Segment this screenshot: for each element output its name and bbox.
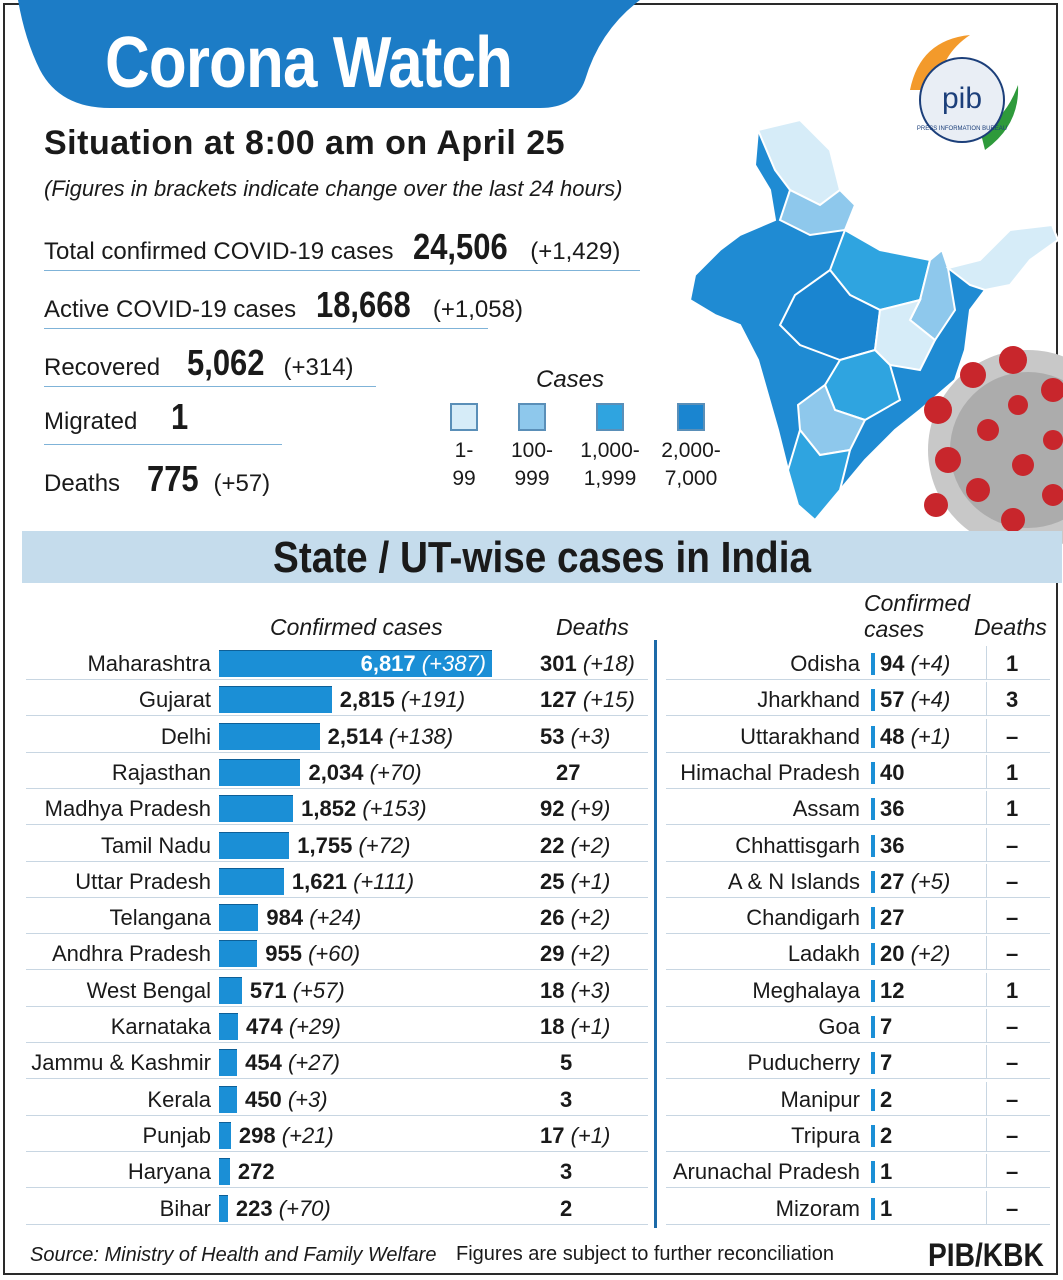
table-row [666,646,1050,680]
state-name: Meghalaya [752,977,860,1003]
bar [871,1198,875,1220]
bar [871,907,875,929]
bar [219,1195,228,1222]
confirmed-value: 6,817 (+387) [360,651,486,676]
table-row [666,1082,1050,1116]
table-row [666,900,1050,934]
bar [871,689,875,711]
cell-divider [986,1154,987,1188]
deaths-value: 18 (+3) [540,977,611,1003]
table-row [666,1154,1050,1188]
header-right-deaths: Deaths [974,614,1047,640]
deaths-value: 26 (+2) [540,905,611,931]
state-name: Delhi [160,723,211,749]
cell-divider [986,1118,987,1152]
deaths-value: – [1006,1014,1019,1039]
cell-divider [986,1045,987,1079]
table-row [666,936,1050,970]
confirmed-value: 298 (+21) [238,1122,334,1148]
confirmed-value: 1,621 (+111) [291,868,415,894]
confirmed-value: 48 (+1) [880,723,951,749]
state-name: Puducherry [747,1050,860,1076]
confirmed-value: 1 [880,1195,893,1221]
confirmed-value: 2,514 (+138) [327,723,454,749]
state-name: Kerala [147,1086,211,1112]
source-note: Source: Ministry of Health and Family Welfare [30,1244,437,1266]
confirmed-value: 450 (+3) [245,1086,328,1112]
table-row [666,1191,1050,1225]
bar [871,762,875,784]
divider [44,386,376,387]
state-name: Rajasthan [111,759,211,785]
pib-logo [900,30,1025,160]
header-confirmed: Confirmed cases [270,614,443,640]
state-name: A & N Islands [727,868,860,894]
cell-divider [986,828,987,862]
stat-deaths: Deaths 775 (+57) [44,458,271,499]
bar [871,980,875,1002]
table-row [26,1082,648,1116]
state-name: Chhattisgarh [735,832,860,858]
confirmed-value: 272 [237,1159,275,1185]
state-name: Punjab [142,1122,211,1148]
table-row [26,791,648,825]
cell-divider [986,682,987,716]
table-row [666,791,1050,825]
legend-swatch [518,403,546,431]
deaths-value: 301 (+18) [540,651,635,676]
table-row [666,1045,1050,1079]
table-row [26,828,648,862]
deaths-value: 1 [1006,651,1019,676]
bar [219,904,258,931]
section-band [22,531,1062,583]
bar [219,759,300,786]
cell-divider [986,1009,987,1043]
bar [219,795,293,822]
table-row [26,1118,648,1152]
confirmed-value: 27 [880,905,905,931]
deaths-value: 1 [1006,759,1019,785]
deaths-value: 29 (+2) [540,941,611,967]
bar [219,723,320,750]
deaths-value: – [1006,1195,1019,1221]
state-name: West Bengal [86,977,211,1003]
bar [219,1158,230,1185]
deaths-value: 25 (+1) [540,868,611,894]
bar [871,943,875,965]
table-row [666,864,1050,898]
table-row [26,1045,648,1079]
deaths-value: – [1006,1122,1019,1148]
bar [871,653,875,675]
confirmed-value: 27 (+5) [880,868,951,894]
bar [219,1122,231,1149]
table-row [26,646,648,680]
bar [219,832,289,859]
confirmed-value: 40 [880,759,905,785]
table-row [666,755,1050,789]
table-row [26,973,648,1007]
bar [871,1125,875,1147]
deaths-value: 2 [560,1195,573,1221]
state-name: Manipur [780,1086,860,1112]
bar [219,1049,237,1076]
confirmed-value: 36 [880,796,905,822]
state-name: Uttarakhand [740,723,860,749]
divider [44,328,488,329]
bar [871,871,875,893]
confirmed-value: 36 [880,832,905,858]
table-row [666,719,1050,753]
cell-divider [986,791,987,825]
state-name: Chandigarh [746,905,860,931]
table-row [26,1154,648,1188]
pib-logo-subtext: PRESS INFORMATION BUREAU [916,126,1008,132]
table-row [26,936,648,970]
state-name: Himachal Pradesh [680,759,860,785]
state-name: Tripura [791,1122,860,1148]
deaths-value: 92 (+9) [540,796,611,822]
stat-migrated: Migrated 1 [44,396,188,437]
deaths-value: – [1006,1086,1019,1112]
deaths-value: 1 [1006,977,1019,1003]
table-row [26,719,648,753]
state-name: Madhya Pradesh [44,796,211,822]
divider [44,270,640,271]
bar [219,868,284,895]
bar [871,1052,875,1074]
deaths-value: 18 (+1) [540,1014,611,1039]
deaths-value: 5 [560,1050,573,1076]
page-title: Corona Watch [105,23,513,103]
cell-divider [986,864,987,898]
state-name: Maharashtra [87,651,211,676]
confirmed-value: 20 (+2) [880,941,951,967]
state-name: Gujarat [138,687,211,713]
confirmed-value: 1 [880,1159,893,1185]
section-title: State / UT-wise cases in India [273,533,811,582]
bar [871,835,875,857]
state-name: Haryana [127,1159,211,1185]
state-name: Arunachal Pradesh [672,1159,860,1185]
table-row [666,1009,1050,1043]
deaths-value: 3 [560,1159,573,1185]
deaths-value: 3 [1006,687,1019,713]
confirmed-value: 955 (+60) [265,941,361,967]
deaths-value: – [1006,832,1019,858]
deaths-value: 3 [560,1086,573,1112]
stat-active: Active COVID-19 cases 18,668 (+1,058) [44,284,523,325]
confirmed-value: 2 [880,1122,893,1148]
confirmed-value: 984 (+24) [266,905,362,931]
cell-divider [986,755,987,789]
legend-label: 2,000- 7,000 [661,439,721,490]
confirmed-value: 12 [880,977,905,1003]
state-name: Uttar Pradesh [75,868,211,894]
confirmed-value: 94 (+4) [880,651,951,676]
deaths-value: – [1006,868,1019,894]
table-row [26,1191,648,1225]
legend-label: 1,000- 1,999 [580,439,640,490]
deaths-value: 22 (+2) [540,832,611,858]
header-deaths: Deaths [556,614,629,640]
bar [871,726,875,748]
brackets-note: (Figures in brackets indicate change over the last 24 hours) [44,176,623,201]
state-name: Tamil Nadu [100,832,211,858]
table-row [26,900,648,934]
state-name: Karnataka [110,1014,211,1039]
table-row [26,1009,648,1043]
stat-recovered: Recovered 5,062 (+314) [44,342,354,383]
confirmed-value: 2,034 (+70) [308,759,422,785]
table-row [666,682,1050,716]
bar [219,686,332,713]
table-row [666,828,1050,862]
cell-divider [986,646,987,680]
state-name: Jammu & Kashmir [31,1050,211,1076]
cell-divider [986,719,987,753]
column-divider [654,640,657,1228]
state-name: Telangana [109,905,211,931]
confirmed-value: 57 (+4) [880,687,951,713]
cell-divider [986,900,987,934]
bar [871,1089,875,1111]
legend-label: 100- 999 [510,439,554,490]
header-right-confirmed: Confirmed cases [864,590,971,642]
confirmed-value: 2 [880,1086,893,1112]
state-name: Mizoram [775,1195,860,1221]
confirmed-value: 7 [880,1014,893,1039]
reconciliation-note: Figures are subject to further reconciliation [456,1243,834,1265]
deaths-value: 53 (+3) [540,723,611,749]
state-name: Goa [818,1014,860,1039]
legend-title: Cases [536,366,605,393]
stat-total-confirmed: Total confirmed COVID-19 cases 24,506 (+1,429) [44,226,621,267]
deaths-value: 127 (+15) [540,687,635,713]
situation-heading: Situation at 8:00 am on April 25 [44,124,566,162]
confirmed-value: 454 (+27) [245,1050,340,1076]
table-row [26,755,648,789]
bar [219,977,242,1004]
bar [871,798,875,820]
state-name: Jharkhand [757,687,860,713]
table-row [26,682,648,716]
confirmed-value: 1,755 (+72) [297,832,411,858]
confirmed-value: 474 (+29) [245,1014,341,1039]
deaths-value: – [1006,1159,1019,1185]
confirmed-value: 223 (+70) [235,1195,331,1221]
state-name: Ladakh [787,941,860,967]
confirmed-value: 1,852 (+153) [301,796,427,822]
deaths-value: 27 [556,759,581,785]
bar [871,1161,875,1183]
legend-label: 1- 99 [452,439,476,490]
state-name: Andhra Pradesh [52,941,211,967]
deaths-value: – [1006,905,1019,931]
confirmed-value: 7 [880,1050,893,1076]
deaths-value: – [1006,723,1019,749]
deaths-value: – [1006,1050,1019,1076]
bar [871,1016,875,1038]
legend-swatch [596,403,624,431]
bar [219,1013,238,1040]
confirmed-value: 571 (+57) [249,977,345,1003]
divider [44,444,282,445]
state-name: Assam [792,796,860,822]
bar [219,940,257,967]
state-name: Bihar [159,1195,211,1221]
legend-swatch [450,403,478,431]
deaths-value: 1 [1006,796,1019,822]
cell-divider [986,936,987,970]
confirmed-value: 2,815 (+191) [339,687,466,713]
cell-divider [986,1191,987,1225]
state-name: Odisha [790,651,860,676]
deaths-value: – [1006,941,1019,967]
cell-divider [986,973,987,1007]
deaths-value: 17 (+1) [540,1122,611,1148]
table-row [666,1118,1050,1152]
pib-logo-text: pib [941,82,983,115]
table-row [26,864,648,898]
bar [219,1086,237,1113]
cell-divider [986,1082,987,1116]
credit: PIB/KBK [928,1237,1044,1273]
table-row [666,973,1050,1007]
